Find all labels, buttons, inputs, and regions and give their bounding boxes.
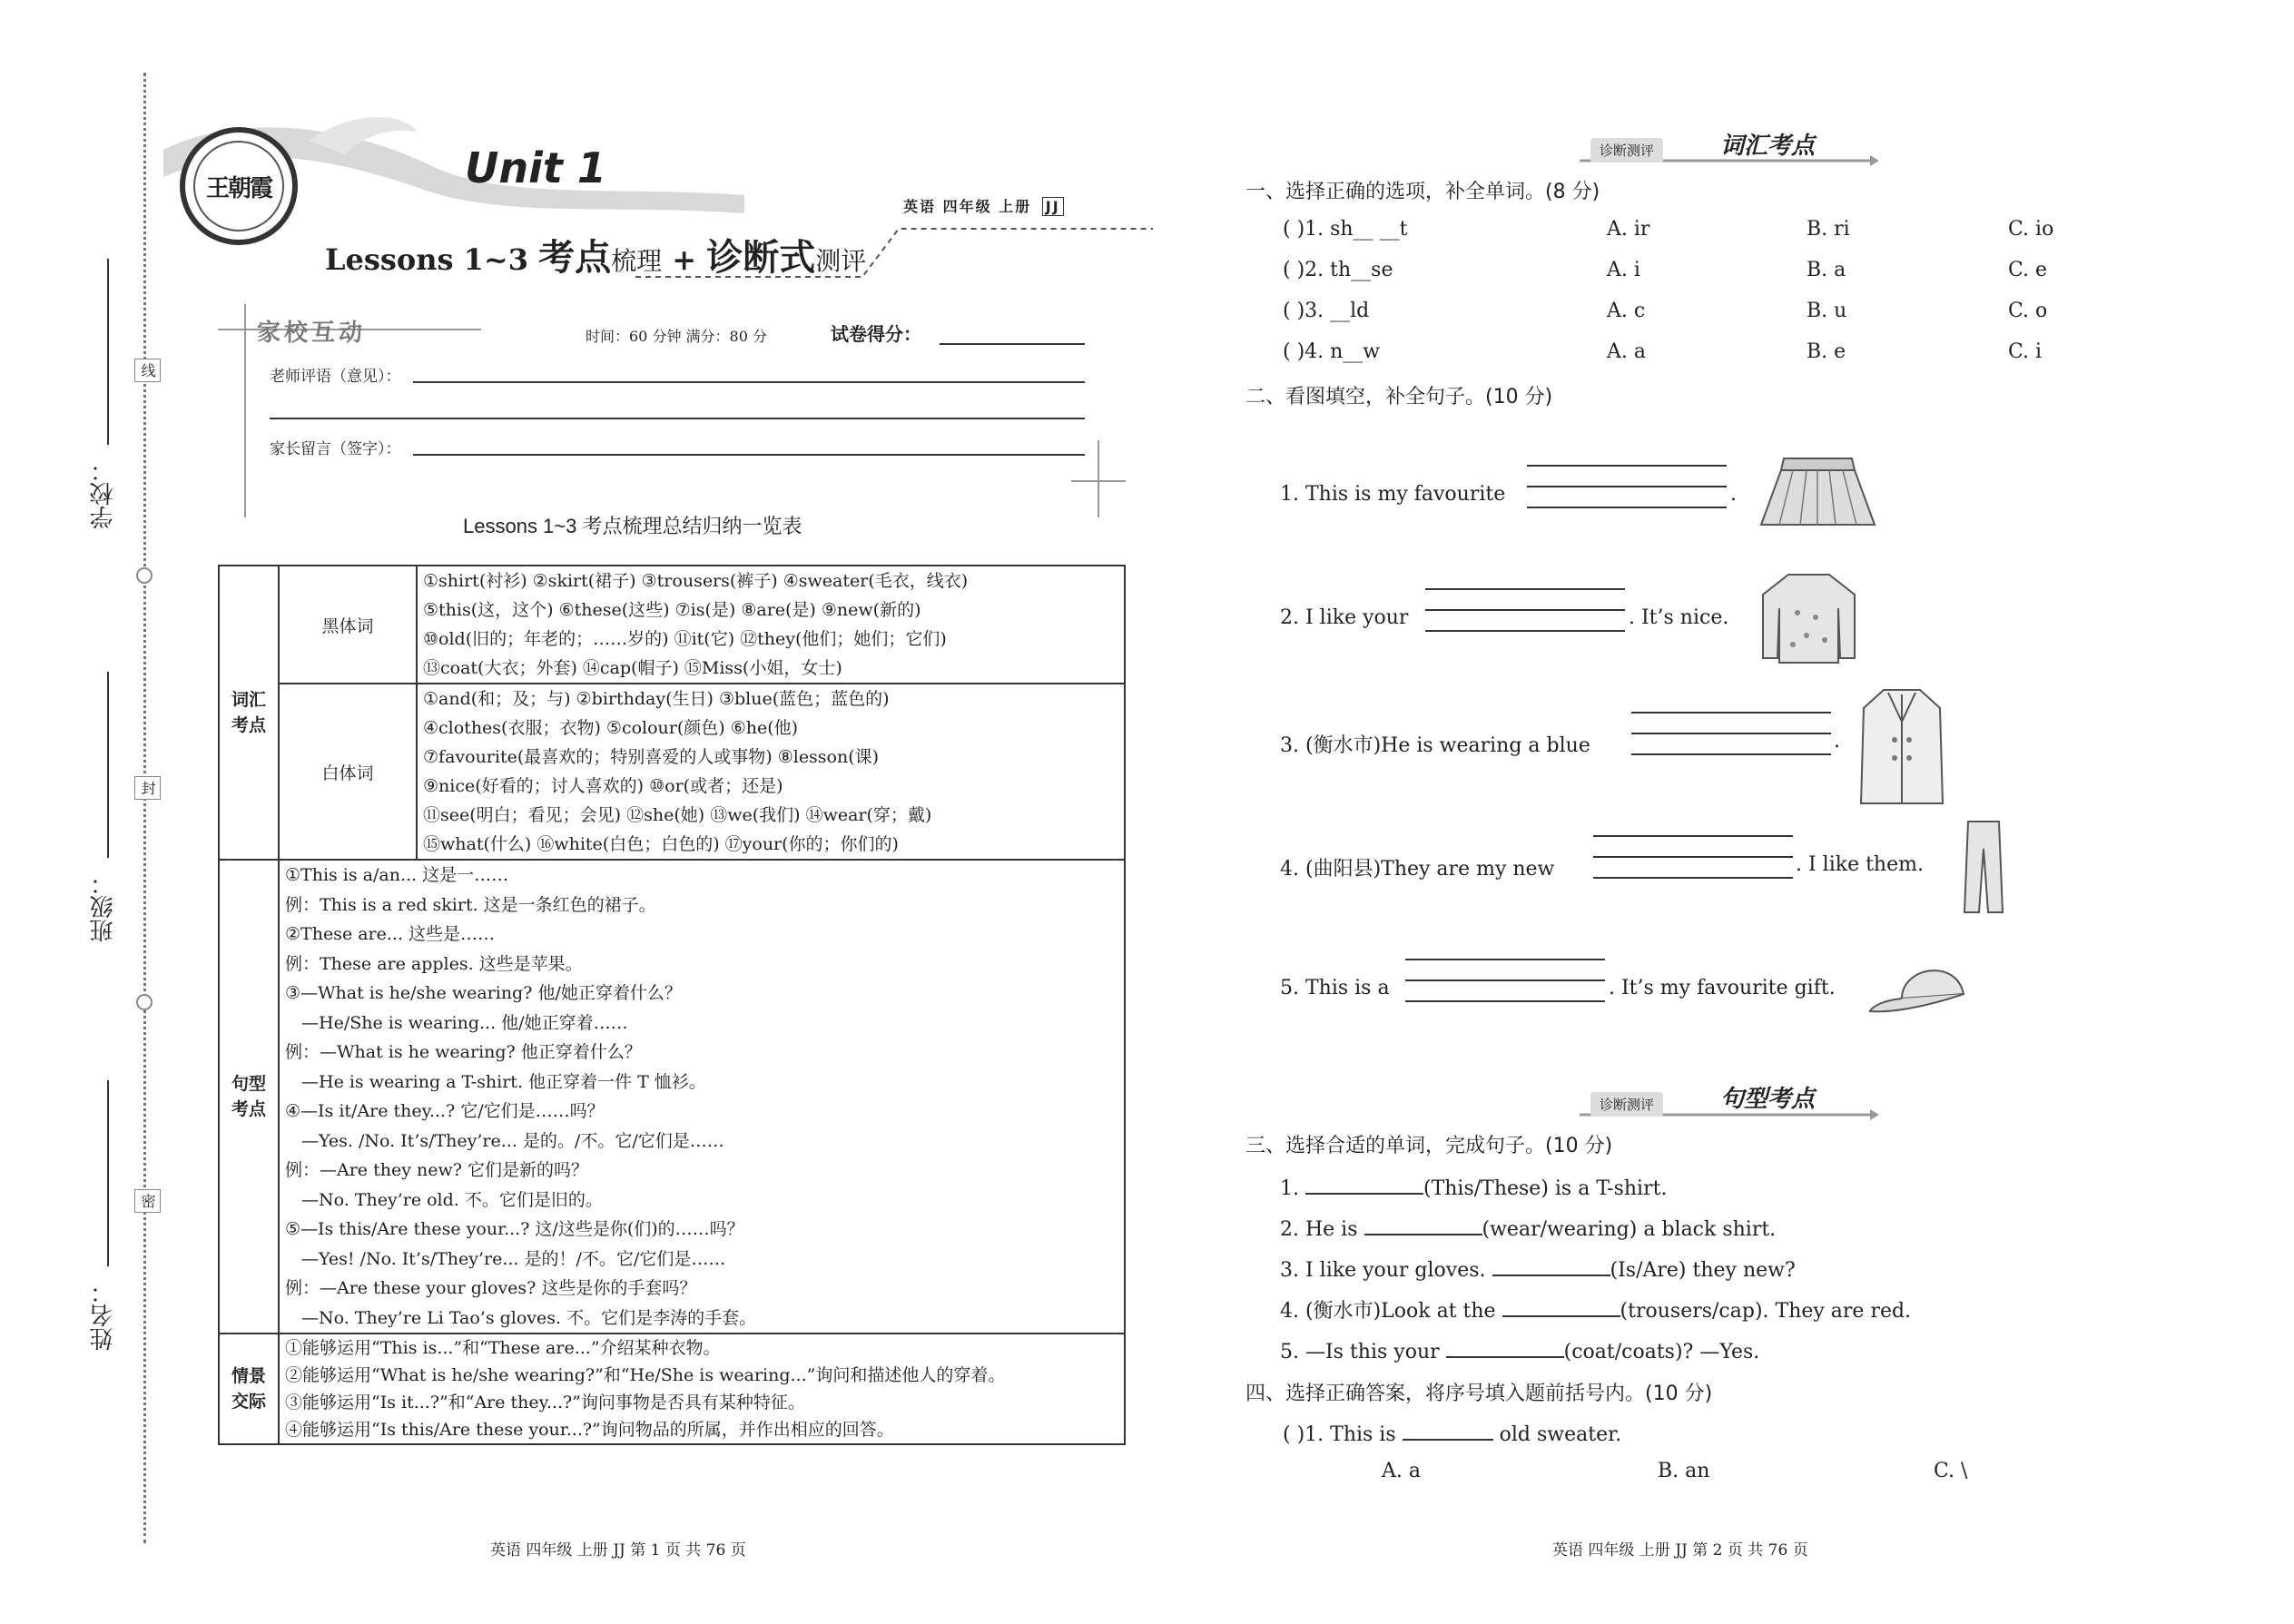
sentence-line: ②These are... 这些是…… <box>285 924 496 944</box>
answer-line[interactable] <box>1405 1000 1605 1002</box>
binding-hole <box>136 567 153 584</box>
vocab-section-title: 词汇考点 <box>1720 133 1816 160</box>
title-zhenduan: 诊断式 <box>706 236 816 279</box>
home-school-title: 家校互动 <box>257 320 367 347</box>
option-a[interactable]: A. a <box>1607 340 1646 363</box>
part3-q4 <box>1280 1295 1911 1324</box>
answer-line[interactable] <box>1405 959 1605 960</box>
answer-line[interactable] <box>1593 856 1793 858</box>
communication-category: 情景 交际 <box>219 1334 279 1444</box>
school-write-line[interactable] <box>107 259 109 445</box>
bold-words-line: ⑤this(这，这个) ⑥these(这些) ⑦is(是) ⑧are(是) ⑨new(新的) <box>423 600 921 620</box>
communication-line: ①能够运用“This is...”和“These are...”介绍某种衣物。 <box>285 1338 721 1358</box>
lessons-title <box>325 229 866 281</box>
trousers-picture <box>1961 817 2006 917</box>
bold-words-cell <box>417 566 1125 684</box>
option-b[interactable]: B. e <box>1807 340 1846 363</box>
sentence-section-title: 句型考点 <box>1720 1086 1816 1113</box>
summary-table <box>218 565 1126 1445</box>
plain-words-label: 白体词 <box>279 684 417 860</box>
subject-bar <box>903 195 1064 216</box>
sweater-picture <box>1757 567 1861 667</box>
sentence-line: —No. They’re old. 不。它们是旧的。 <box>301 1189 603 1210</box>
part4-q1 <box>1283 1419 1621 1446</box>
part3-q3 <box>1280 1255 1796 1282</box>
answer-line[interactable] <box>1593 835 1793 837</box>
teacher-comment-field[interactable] <box>413 381 1085 383</box>
subject-text: 英语 四年级 上册 <box>903 198 1032 215</box>
seal-tag: 线 <box>134 359 161 382</box>
communication-line: ③能够运用“Is it...?”和“Are they...?”询问事物是否具有某种特征。 <box>285 1393 805 1412</box>
option-c[interactable]: C. o <box>2008 300 2048 322</box>
q-prefix: ( )1. This is <box>1283 1423 1403 1446</box>
title-plus: + <box>672 242 697 277</box>
communication-line: ②能够运用“What is he/she wearing?”和“He/She is wearing...”询问和描述他人的穿着。 <box>285 1365 1006 1385</box>
seal-tag: 密 <box>134 1189 161 1213</box>
name-label: 姓名： <box>90 1280 117 1351</box>
q-prefix: 1. <box>1280 1177 1305 1200</box>
part1-heading: 一、选择正确的选项，补全单词。(8 分) <box>1245 181 1600 203</box>
sentence-line: ⑤—Is this/Are these your...? 这/这些是你(们)的……吗？ <box>285 1219 744 1239</box>
section-tag: 诊断测评 <box>1590 1092 1663 1117</box>
plain-words-line: ⑨nice(好看的；讨人喜欢的) ⑩or(或者；还是) <box>423 776 783 796</box>
edition-badge: JJ <box>1042 197 1064 216</box>
teacher-comment-field-2[interactable] <box>270 418 1085 419</box>
binding-dotted-line <box>143 73 146 1543</box>
seal-tag: 封 <box>134 776 161 800</box>
part1-q4: ( )4. n__w <box>1283 340 1381 363</box>
q-suffix: (This/These) is a T-shirt. <box>1423 1177 1668 1200</box>
answer-line[interactable] <box>1527 486 1727 487</box>
plain-words-line: ⑪see(明白；看见；会见) ⑫she(她) ⑬we(我们) ⑭wear(穿；戴) <box>423 805 932 825</box>
sentence-line: —He is wearing a T-shirt. 他正穿着一件 T 恤衫。 <box>301 1071 706 1092</box>
school-label: 学校： <box>90 458 117 529</box>
logo-text: 王朝霞 <box>193 141 284 231</box>
option-b[interactable]: B. an <box>1658 1460 1710 1482</box>
binding-hole <box>136 994 153 1010</box>
part2-q5-text: 5. This is a <box>1280 977 1390 999</box>
summary-table-title: Lessons 1~3 考点梳理总结归纳一览表 <box>463 515 802 537</box>
answer-blank[interactable] <box>1403 1419 1493 1441</box>
answer-line[interactable] <box>1631 733 1831 734</box>
answer-blank[interactable] <box>1305 1173 1423 1195</box>
plain-words-line: ①and(和；及；与) ②birthday(生日) ③blue(蓝色；蓝色的) <box>423 689 890 709</box>
option-a[interactable]: A. ir <box>1607 218 1650 241</box>
q-prefix: 2. He is <box>1280 1218 1364 1241</box>
communication-line: ④能够运用“Is this/Are these your...?”询问物品的所属，并作出相应的回答。 <box>285 1420 894 1440</box>
plain-words-line: ⑮what(什么) ⑯white(白色；白色的) ⑰your(你的；你们的) <box>423 834 899 854</box>
answer-blank[interactable] <box>1502 1295 1620 1317</box>
answer-line[interactable] <box>1425 609 1625 611</box>
exam-time-info: 时间：60 分钟 满分：80 分 <box>586 328 767 345</box>
option-a[interactable]: A. i <box>1607 259 1640 281</box>
unit-title: Unit 1 <box>465 143 606 192</box>
q-prefix: 4. (衡水市)Look at the <box>1280 1300 1502 1323</box>
answer-line[interactable] <box>1527 465 1727 467</box>
answer-blank[interactable] <box>1492 1255 1610 1276</box>
part2-q4-end: . I like them. <box>1796 853 1924 876</box>
part4-heading: 四、选择正确答案，将序号填入题前括号内。(10 分) <box>1245 1383 1713 1405</box>
part3-q2 <box>1280 1214 1776 1241</box>
score-label: 试卷得分： <box>831 323 921 345</box>
footer-right: 英语 四年级 上册 JJ 第 2 页 共 76 页 <box>1552 1541 1808 1560</box>
bold-words-line: ⑩old(旧的；年老的；……岁的) ⑪it(它) ⑫they(他们；她们；它们) <box>423 629 947 649</box>
answer-blank[interactable] <box>1364 1214 1482 1235</box>
sentence-line: 例：—Are they new? 它们是新的吗？ <box>285 1160 588 1180</box>
sentence-line: 例：This is a red skirt. 这是一条红色的裙子。 <box>285 894 656 915</box>
bold-words-label: 黑体词 <box>279 566 417 684</box>
q-suffix: (coat/coats)? —Yes. <box>1563 1341 1760 1363</box>
sentence-line: ④—Is it/Are they...? 它/它们是……吗？ <box>285 1101 605 1121</box>
part2-q1-end: . <box>1730 483 1737 506</box>
sentence-line: —Yes. /No. It’s/They’re... 是的。/不。它/它们是…… <box>301 1130 724 1151</box>
class-write-line[interactable] <box>107 672 109 858</box>
answer-line[interactable] <box>1631 712 1831 714</box>
sentence-line: 例：—What is he wearing? 他正穿着什么？ <box>285 1042 642 1062</box>
q-suffix: (wear/wearing) a black shirt. <box>1482 1218 1777 1241</box>
teacher-comment-label: 老师评语（意见）： <box>270 368 401 386</box>
answer-line[interactable] <box>1425 588 1625 590</box>
answer-line[interactable] <box>1405 979 1605 981</box>
sentence-line: —Yes! /No. It’s/They’re... 是的！/不。它/它们是…… <box>301 1248 726 1269</box>
answer-blank[interactable] <box>1446 1336 1564 1358</box>
parent-message-field[interactable] <box>413 454 1085 456</box>
option-c[interactable]: C. i <box>2008 340 2043 363</box>
plain-words-line: ⑦favourite(最喜欢的；特别喜爱的人或事物) ⑧lesson(课) <box>423 747 880 767</box>
bold-words-line: ⑬coat(大衣；外套) ⑭cap(帽子) ⑮Miss(小姐，女士) <box>423 658 842 678</box>
part1-q3: ( )3. __ld <box>1283 300 1370 322</box>
sentence-line: 例：These are apples. 这些是苹果。 <box>285 953 583 974</box>
part1-q2: ( )2. th__se <box>1283 259 1393 281</box>
answer-line[interactable] <box>1593 877 1793 879</box>
part2-q1-text: 1. This is my favourite <box>1280 483 1506 506</box>
title-shuli: 梳理 <box>611 246 663 276</box>
option-c[interactable]: C. io <box>2008 218 2054 241</box>
option-a[interactable]: A. c <box>1607 300 1646 322</box>
option-b[interactable]: B. ri <box>1807 218 1850 241</box>
sentence-line: ①This is a/an... 这是一…… <box>285 865 509 885</box>
title-kaodian: 考点 <box>538 236 612 279</box>
plain-words-line: ④clothes(衣服；衣物) ⑤colour(颜色) ⑥he(他) <box>423 718 799 738</box>
class-label: 班级： <box>90 871 117 942</box>
publisher-logo <box>180 127 298 245</box>
part2-q3-text: 3. (衡水市)He is wearing a blue <box>1280 734 1590 757</box>
skirt-picture <box>1757 454 1879 531</box>
answer-line[interactable] <box>1527 507 1727 508</box>
parent-message-label: 家长留言（签字）： <box>270 440 401 458</box>
part2-q5-end: . It’s my favourite gift. <box>1609 977 1836 999</box>
part2-q4-text: 4. (曲阳县)They are my new <box>1280 858 1555 881</box>
lessons-range: Lessons 1~3 <box>325 242 528 277</box>
option-c[interactable]: C. e <box>2008 259 2048 281</box>
sentence-line: 例：—Are these your gloves? 这些是你的手套吗？ <box>285 1278 697 1298</box>
communication-cell <box>279 1334 1125 1444</box>
q-prefix: 5. —Is this your <box>1280 1341 1446 1363</box>
sentence-category: 句型 考点 <box>219 860 279 1334</box>
vocab-category: 词汇 考点 <box>219 566 279 860</box>
bold-words-line: ①shirt(衬衫) ②skirt(裙子) ③trousers(裤子) ④sweater(毛衣，线衣) <box>423 571 969 591</box>
option-a[interactable]: A. a <box>1382 1460 1421 1482</box>
part2-heading: 二、看图填空，补全句子。(10 分) <box>1245 386 1553 408</box>
sentence-line: ③—What is he/she wearing? 他/她正穿着什么？ <box>285 983 682 1003</box>
coat-picture <box>1856 685 1947 812</box>
title-ceping: 测评 <box>815 246 867 276</box>
q-suffix: old sweater. <box>1492 1423 1622 1446</box>
answer-line[interactable] <box>1425 630 1625 632</box>
part2-q2-end: . It’s nice. <box>1629 606 1729 629</box>
sentence-line: —He/She is wearing... 他/她正穿着…… <box>301 1012 628 1033</box>
cap-picture <box>1866 953 1970 1017</box>
q-prefix: 3. I like your gloves. <box>1280 1259 1492 1282</box>
part2-q3-end: . <box>1834 730 1840 753</box>
name-write-line[interactable] <box>107 1080 109 1266</box>
q-suffix: (Is/Are) they new? <box>1610 1259 1796 1282</box>
plain-words-cell <box>417 684 1125 860</box>
option-b[interactable]: B. a <box>1807 259 1846 281</box>
sentence-cell <box>279 860 1125 1334</box>
score-field[interactable] <box>940 343 1085 345</box>
part3-q1 <box>1280 1173 1667 1200</box>
part3-q5 <box>1280 1336 1759 1363</box>
section-tag: 诊断测评 <box>1590 138 1663 162</box>
part1-q1: ( )1. sh__ __t <box>1283 218 1408 241</box>
q-suffix: (trousers/cap). They are red. <box>1620 1300 1912 1323</box>
part2-q2-text: 2. I like your <box>1280 606 1409 629</box>
part3-heading: 三、选择合适的单词，完成句子。(10 分) <box>1245 1135 1613 1157</box>
option-b[interactable]: B. u <box>1807 300 1847 322</box>
sentence-line: —No. They’re Li Tao’s gloves. 不。它们是李涛的手套。 <box>301 1307 757 1328</box>
footer-left: 英语 四年级 上册 JJ 第 1 页 共 76 页 <box>490 1541 746 1560</box>
option-c[interactable]: C. \ <box>1934 1460 1968 1482</box>
answer-line[interactable] <box>1631 753 1831 755</box>
